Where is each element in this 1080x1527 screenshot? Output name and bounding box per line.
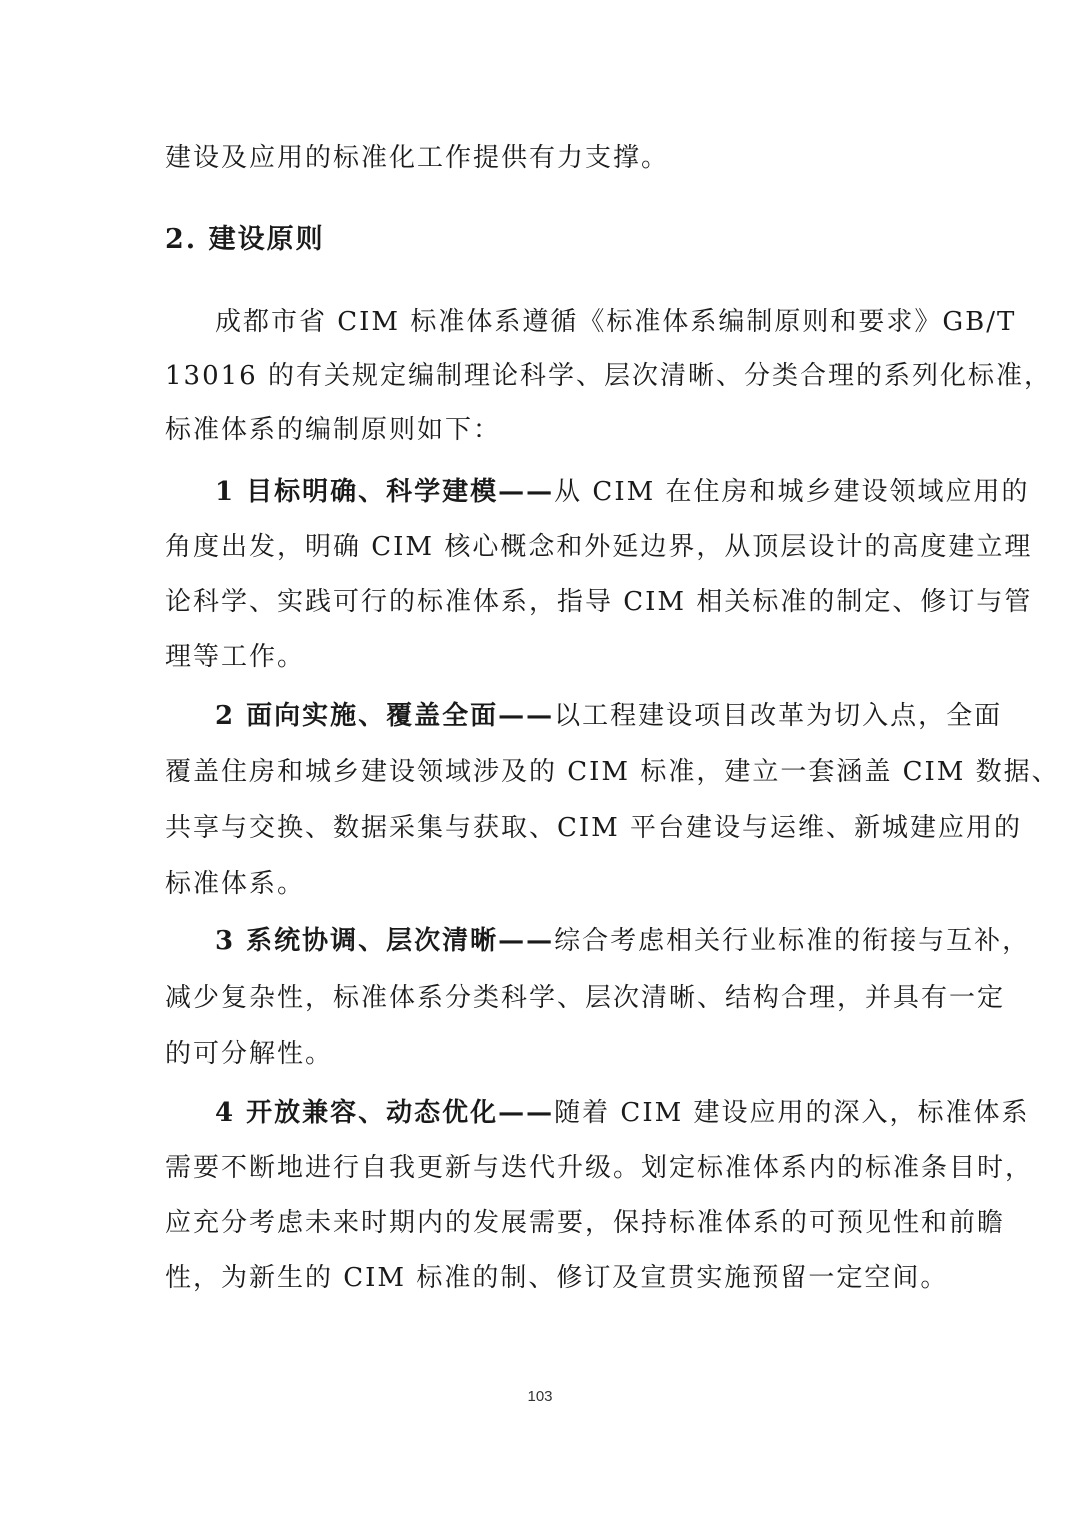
principle-2-lead: 以工程建设项目改革为切入点，全面 (554, 701, 1003, 731)
principle-3-first-line (215, 925, 1030, 957)
intro-line-1: 建设及应用的标准化工作提供有力支撑。 (165, 143, 670, 173)
principle-4-title: 4 开放兼容、动态优化—— (215, 1098, 555, 1128)
principle-1-line-4: 理等工作。 (165, 642, 306, 672)
principle-4-line-4: 性，为新生的 CIM 标准的制、修订及宣贯实施预留一定空间。 (165, 1263, 949, 1293)
principle-4-lead: 随着 CIM 建设应用的深入，标准体系 (554, 1098, 1030, 1128)
principle-1-line-3: 论科学、实践可行的标准体系，指导 CIM 相关标准的制定、修订与管 (165, 587, 1033, 617)
principle-1-lead: 从 CIM 在住房和城乡建设领域应用的 (554, 477, 1030, 507)
principle-2-first-line (215, 700, 1002, 732)
principle-3-lead: 综合考虑相关行业标准的衔接与互补， (554, 926, 1031, 956)
para-main-line-1: 成都市省 CIM 标准体系遵循《标准体系编制原则和要求》GB/T (215, 307, 1017, 337)
principle-3-title: 3 系统协调、层次清晰—— (215, 926, 555, 956)
section-heading: 2. 建设原则 (165, 224, 325, 255)
principle-4-line-3: 应充分考虑未来时期内的发展需要，保持标准体系的可预见性和前瞻 (165, 1208, 1006, 1238)
page-number: 103 (527, 1388, 553, 1405)
principle-2-title: 2 面向实施、覆盖全面—— (215, 701, 555, 731)
principle-4-first-line (215, 1097, 1029, 1129)
principle-1-first-line (215, 476, 1029, 508)
principle-4-line-2: 需要不断地进行自我更新与迭代升级。划定标准体系内的标准条目时， (165, 1153, 1034, 1183)
principle-2-line-3: 共享与交换、数据采集与获取、CIM 平台建设与运维、新城建应用的 (165, 813, 1023, 843)
principle-3-line-2: 减少复杂性，标准体系分类科学、层次清晰、结构合理，并具有一定 (165, 983, 1006, 1013)
para-main-line-2: 13016 的有关规定编制理论科学、层次清晰、分类合理的系列化标准， (165, 361, 1052, 391)
principle-1-line-2: 角度出发，明确 CIM 核心概念和外延边界，从顶层设计的高度建立理 (165, 532, 1033, 562)
principle-1-title: 1 目标明确、科学建模—— (215, 477, 555, 507)
para-main-line-3: 标准体系的编制原则如下： (165, 415, 502, 445)
principle-3-line-3: 的可分解性。 (165, 1039, 334, 1069)
principle-2-line-2: 覆盖住房和城乡建设领域涉及的 CIM 标准，建立一套涵盖 CIM 数据、 (165, 757, 1060, 787)
principle-2-line-4: 标准体系。 (165, 869, 306, 899)
